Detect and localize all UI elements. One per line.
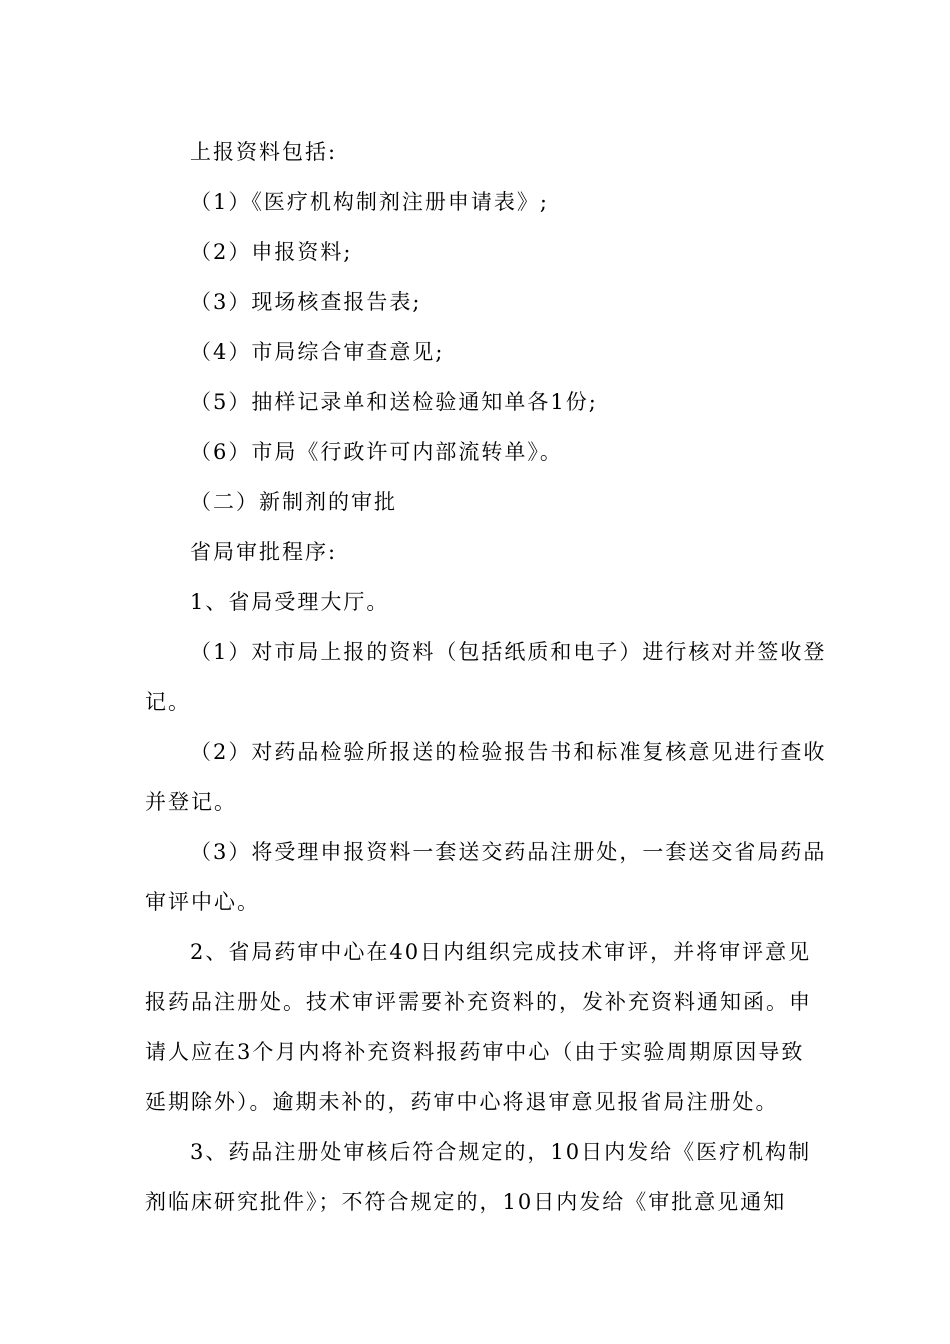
section-intro: 上报资料包括: — [190, 140, 338, 164]
paragraph-line: （1）对市局上报的资料（包括纸质和电子）进行核对并签收登 — [190, 640, 827, 664]
list-item: （4）市局综合审查意见; — [190, 340, 445, 364]
paragraph-line: 请人应在3个月内将补充资料报药审中心（由于实验周期原因导致 — [145, 1040, 805, 1064]
paragraph-line: 剂临床研究批件》；不符合规定的，10日内发给《审批意见通知 — [145, 1190, 787, 1214]
list-item: （3）现场核查报告表; — [190, 290, 422, 314]
paragraph-line: 2、省局药审中心在40日内组织完成技术审评，并将审评意见 — [190, 940, 812, 964]
paragraph-line: 并登记。 — [145, 790, 237, 814]
paragraph-line: 3、药品注册处审核后符合规定的，10日内发给《医疗机构制 — [190, 1140, 812, 1164]
paragraph-line: 审评中心。 — [145, 890, 260, 914]
paragraph-line: 报药品注册处。技术审评需要补充资料的，发补充资料通知函。申 — [145, 990, 812, 1014]
list-item: （1）《医疗机构制剂注册申请表》; — [190, 190, 549, 214]
list-item: （5）抽样记录单和送检验通知单各1份; — [190, 390, 598, 414]
section-intro: 省局审批程序: — [190, 540, 338, 564]
paragraph-line: 延期除外）。逾期未补的，药审中心将退审意见报省局注册处。 — [145, 1090, 779, 1114]
paragraph-line: （2）对药品检验所报送的检验报告书和标准复核意见进行查收 — [190, 740, 827, 764]
paragraph-line: 记。 — [145, 690, 191, 714]
paragraph-line: （3）将受理申报资料一套送交药品注册处，一套送交省局药品 — [190, 840, 827, 864]
list-item: （2）申报资料; — [190, 240, 353, 264]
section-heading: （二）新制剂的审批 — [190, 490, 397, 514]
step-heading: 1、省局受理大厅。 — [190, 590, 390, 614]
list-item: （6）市局《行政许可内部流转单》。 — [190, 440, 563, 464]
